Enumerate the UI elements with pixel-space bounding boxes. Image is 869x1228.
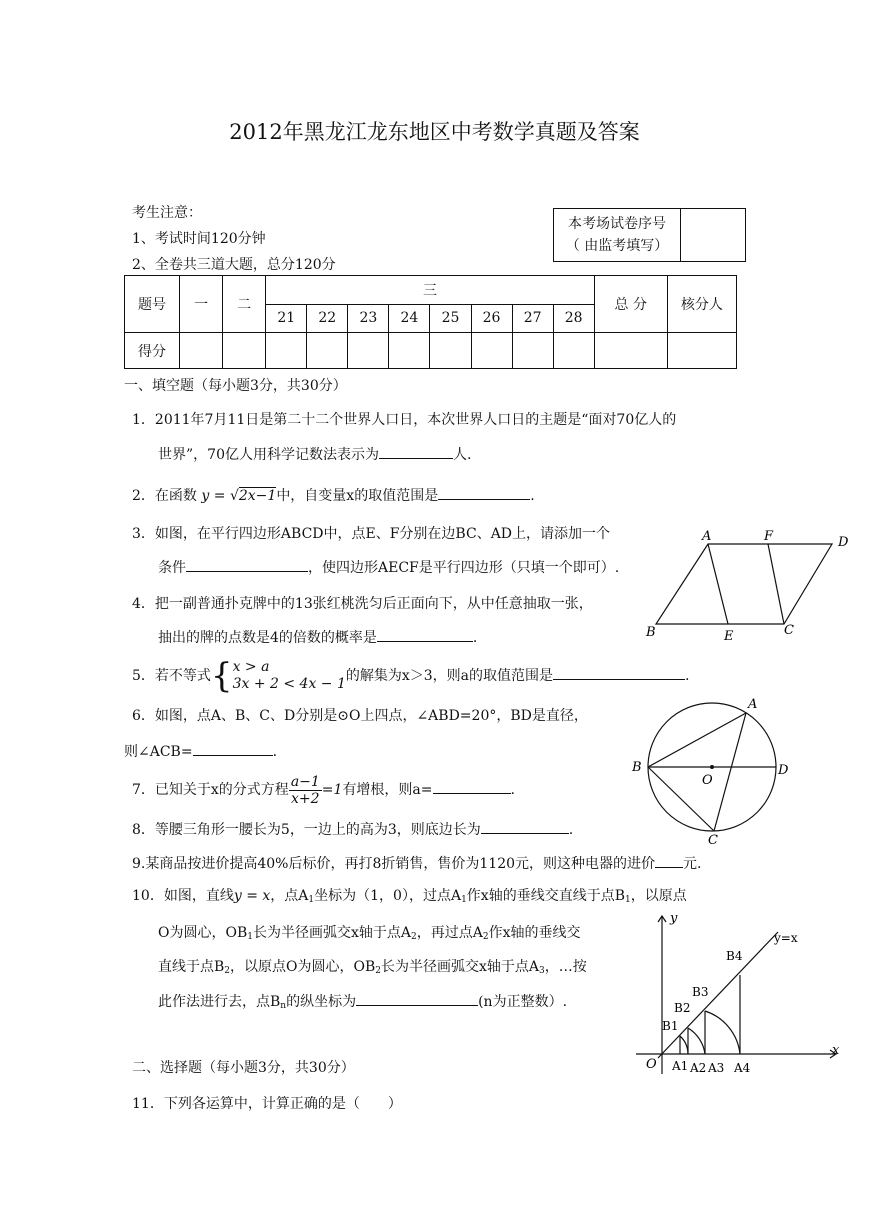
table-header-checker: 核分人 xyxy=(667,276,736,333)
table-subcol: 24 xyxy=(389,304,430,333)
label-A1: A1 xyxy=(672,1059,689,1073)
q6-line-2: 则∠ACB= . xyxy=(124,741,277,762)
label-C: C xyxy=(708,833,718,848)
q1-line-2: 世界”，70亿人用科学记数法表示为 人. xyxy=(158,444,471,465)
q1-line-1: 1．2011年7月11日是第二十二个世界人口日，本次世界人口日的主题是“面对70亿人的 xyxy=(132,412,677,428)
q7-fraction: $\frac{a-1}{x+2}$ xyxy=(290,773,320,807)
score-cell[interactable] xyxy=(307,333,348,369)
q10-line-1: 10．如图，直线y = x，点$A_1$坐标为（1，0），过点$A_1$作x轴的垂线交直线于点$B_1$，以原点 xyxy=(132,888,687,905)
table-subcol: 28 xyxy=(553,304,594,333)
label-O: O xyxy=(702,773,713,788)
notice-heading: 考生注意： xyxy=(132,205,202,221)
score-cell[interactable] xyxy=(348,333,389,369)
label-B4: B4 xyxy=(726,949,743,963)
table-header-part-1: 一 xyxy=(180,276,223,333)
table-subcol: 21 xyxy=(266,304,307,333)
q6-answer-blank[interactable] xyxy=(193,741,273,756)
notice-item-1: 1、考试时间120分钟 xyxy=(132,231,266,247)
table-subcol: 27 xyxy=(512,304,553,333)
score-table xyxy=(124,275,737,369)
table-subcol: 22 xyxy=(307,304,348,333)
label-D: D xyxy=(838,535,849,550)
q2-line: 2．在函数 y = √2x−1中，自变量x的取值范围是 . xyxy=(132,485,535,506)
q5-answer-blank[interactable] xyxy=(553,665,685,680)
axis-label-x: x xyxy=(832,1043,840,1058)
label-A: A xyxy=(702,529,712,544)
table-subcol: 25 xyxy=(430,304,471,333)
line-label: y=x xyxy=(774,931,798,945)
q10-line-3: 直线于点$B_2$，以原点O为圆心，$OB_2$长为半径画弧交x轴于点$A_3$，…按 xyxy=(158,959,587,976)
q9-line: 9.某商品按进价提高40%后标价，再打8折销售，售价为1120元，则这种电器的进价 元. xyxy=(132,853,701,874)
q5-inequality-system: x > a 3x + 2 < 4x − 1 xyxy=(232,659,346,692)
seat-box-label xyxy=(554,209,681,262)
label-D: D xyxy=(778,763,789,778)
score-cell[interactable] xyxy=(430,333,471,369)
score-cell[interactable] xyxy=(553,333,594,369)
score-cell[interactable] xyxy=(266,333,307,369)
section-1-heading: 一、填空题（每小题3分，共30分） xyxy=(124,378,347,394)
label-A: A xyxy=(748,697,758,712)
q6-line-1: 6．如图，点A、B、C、D分别是⊙O上四点，∠ABD=20°，BD是直径， xyxy=(132,708,588,724)
table-header-part-2: 二 xyxy=(223,276,266,333)
seat-box-line-1: 本考场试卷序号 xyxy=(568,216,666,232)
q4-line-2: 抽出的牌的点数是4的倍数的概率是 . xyxy=(158,627,477,648)
label-A4: A4 xyxy=(734,1061,751,1075)
q11-line: 11．下列各运算中，计算正确的是（ ） xyxy=(132,1096,402,1112)
score-cell[interactable] xyxy=(223,333,266,369)
label-A3: A3 xyxy=(708,1061,725,1075)
q4-answer-blank[interactable] xyxy=(377,627,473,642)
label-F: F xyxy=(764,529,774,544)
q10-answer-blank[interactable] xyxy=(356,991,478,1006)
circle-figure xyxy=(628,692,808,850)
notice-item-2: 2、全卷共三道大题，总分120分 xyxy=(132,257,336,273)
q10-line-2: O为圆心，$OB_1$长为半径画弧交x轴于点$A_2$，再过点$A_2$作x轴的垂线交 xyxy=(158,925,581,942)
label-C: C xyxy=(784,623,794,638)
table-subcol: 23 xyxy=(348,304,389,333)
q7-line: 7．已知关于x的分式方程 $\frac{a-1}{x+2}$ =1有增根，则a= . xyxy=(132,773,515,807)
q8-line: 8．等腰三角形一腰长为5，一边上的高为3，则底边长为 . xyxy=(132,819,573,840)
score-cell[interactable] xyxy=(667,333,736,369)
q1-answer-blank[interactable] xyxy=(379,444,453,459)
q4-line-1: 4．把一副普通扑克牌中的13张红桃洗匀后正面向下，从中任意抽取一张， xyxy=(132,596,593,612)
q3-line-2: 条件 ，使四边形AECF是平行四边形（只填一个即可）. xyxy=(158,557,619,578)
q8-answer-blank[interactable] xyxy=(481,819,569,834)
section-2-heading: 二、选择题（每小题3分，共30分） xyxy=(132,1060,355,1076)
label-B1: B1 xyxy=(662,1019,679,1033)
origin-label: O xyxy=(646,1057,657,1072)
axis-label-y: y xyxy=(670,911,678,926)
q2-function: y = √2x−1 xyxy=(201,488,277,504)
label-B2: B2 xyxy=(674,1001,691,1015)
parallelogram-figure xyxy=(640,526,860,646)
score-cell[interactable] xyxy=(180,333,223,369)
seat-number-box xyxy=(553,208,746,262)
score-cell[interactable] xyxy=(389,333,430,369)
q5-line: 5．若不等式{x > a 3x + 2 < 4x − 1的解集为x＞3，则a的取值范围是 . xyxy=(132,656,690,696)
q10-line-4: 此作法进行去，点$B_n$的纵坐标为 (n为正整数）. xyxy=(158,991,567,1016)
score-cell[interactable] xyxy=(471,333,512,369)
score-cell[interactable] xyxy=(594,333,667,369)
page-title: 2012年黑龙江龙东地区中考数学真题及答案 xyxy=(229,120,640,144)
table-header-total: 总 分 xyxy=(594,276,667,333)
table-subcol: 26 xyxy=(471,304,512,333)
brace-symbol: { xyxy=(210,656,233,696)
seat-box-entry[interactable] xyxy=(681,209,746,262)
q3-line-1: 3．如图，在平行四边形ABCD中，点E、F分别在边BC、AD上，请添加一个 xyxy=(132,526,611,542)
q3-answer-blank[interactable] xyxy=(186,557,308,572)
label-A2: A2 xyxy=(690,1061,707,1075)
line-construction-figure xyxy=(628,908,846,1080)
q7-answer-blank[interactable] xyxy=(433,779,511,794)
label-B3: B3 xyxy=(692,985,709,999)
label-E: E xyxy=(724,629,734,644)
table-row-score-label: 得分 xyxy=(125,333,180,369)
center-dot xyxy=(710,765,714,769)
score-cell[interactable] xyxy=(512,333,553,369)
table-header-part-3: 三 xyxy=(266,276,595,305)
label-B: B xyxy=(632,760,642,775)
q9-answer-blank[interactable] xyxy=(655,853,683,868)
seat-box-line-2: （ 由监考填写） xyxy=(565,238,669,254)
q2-answer-blank[interactable] xyxy=(438,485,530,500)
table-header-question: 题号 xyxy=(125,276,180,333)
label-B: B xyxy=(646,625,656,640)
